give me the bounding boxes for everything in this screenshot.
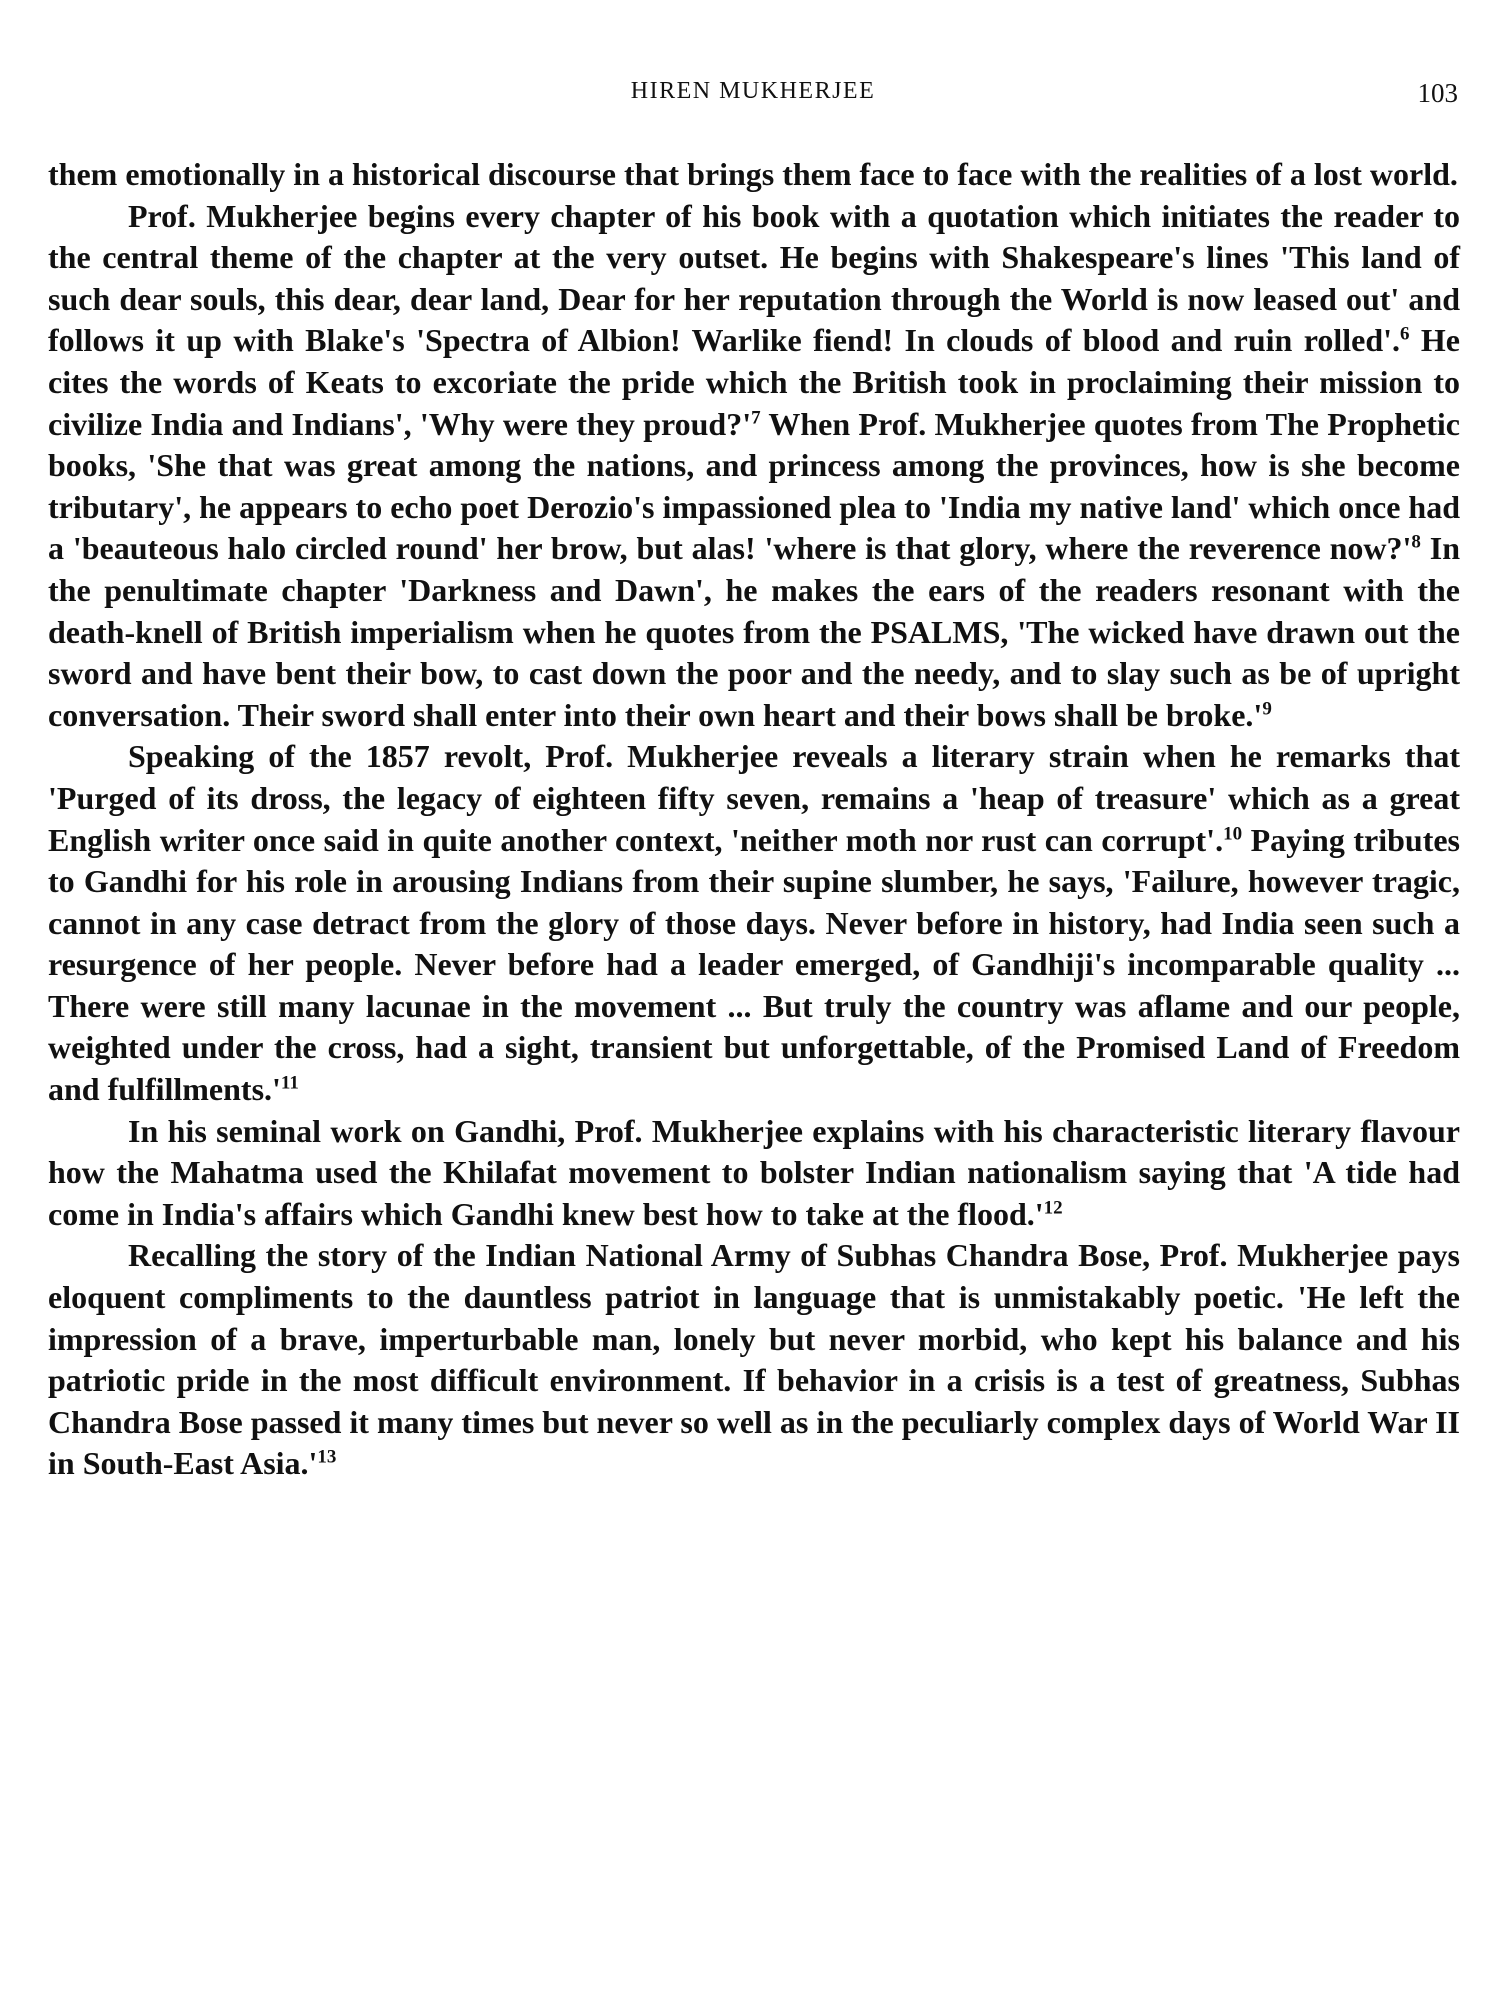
footnote-marker: 9 xyxy=(1262,698,1272,720)
footnote-marker: 6 xyxy=(1400,323,1410,345)
footnote-marker: 11 xyxy=(280,1072,299,1094)
text-run: Speaking of the 1857 revolt, Prof. Mukherjee reveals a literary strain when he remarks that 'Purged of its dross, the legacy of eighteen fifty seven, remains a 'heap of treasure' which as a great English writer once said in quite another context, 'neither moth nor rust can corrupt'. xyxy=(48,738,1460,858)
text-run: Recalling the story of the Indian National Army of Subhas Chandra Bose, Prof. Mukherjee pays eloquent compliments to the dauntless patriot in language that is unmistakably poetic. 'He left the impression of a brave, imperturbable man, lonely but never morbid, who kept his balance and his patriotic pride in the most difficult environment. If behavior in a crisis is a test of greatness, Subhas Chandra Bose passed it many times but never so well as in the peculiarly complex days of World War II in South-East Asia.' xyxy=(48,1237,1460,1482)
body-text xyxy=(48,154,1460,1485)
text-run: When Prof. Mukherjee quotes from The Prophetic books, 'She that was great among the nations, and princess among the provinces, how is she become tributary', he appears to echo poet Derozio's impassioned plea to 'India my native land' which once had a 'beauteous halo circled round' her brow, but alas! 'where is that glory, where the reverence now?' xyxy=(48,405,1461,567)
text-run: He cites the words of Keats to excoriate the pride which the British took in proclaiming their mission to civilize India and Indians', 'Why were they proud?' xyxy=(48,322,1461,442)
text-run: them emotionally in a historical discourse that brings them face to face with the realities of a lost world. xyxy=(48,156,1458,192)
text-run: In the penultimate chapter 'Darkness and Dawn', he makes the ears of the readers resonant with the death-knell of British imperialism when he quotes from the PSALMS, 'The wicked have drawn out the sword and have bent their bow, to cast down the poor and the needy, and to slay such as be of upright conversation. Their sword shall enter into their own heart and their bows shall be broke.' xyxy=(48,530,1460,733)
paragraph xyxy=(48,154,1460,196)
page-header xyxy=(48,78,1458,118)
text-run: In his seminal work on Gandhi, Prof. Mukherjee explains with his characteristic literary flavour how the Mahatma used the Khilafat movement to bolster Indian nationalism saying that 'A tide had come in India's affairs which Gandhi knew best how to take at the flood.' xyxy=(48,1112,1460,1232)
text-run: Paying tributes to Gandhi for his role in arousing Indians from their supine slumber, he says, 'Failure, however tragic, cannot in any case detract from the glory of those days. Never before in history, had India seen such a resurgence of her people. Never before had a leader emerged, of Gandhiji's incomparable quality ... There were still many lacunae in the movement ... But truly the country was aflame and our people, weighted under the cross, had a sight, transient but unforgettable, of the Promised Land of Freedom and fulfillments.' xyxy=(48,821,1461,1108)
paragraph xyxy=(48,1111,1460,1236)
footnote-marker: 10 xyxy=(1223,822,1243,844)
paragraph xyxy=(48,196,1460,737)
footnote-marker: 13 xyxy=(317,1446,337,1468)
paragraph xyxy=(48,1235,1460,1485)
text-run: Prof. Mukherjee begins every chapter of his book with a quotation which initiates the reader to the central theme of the chapter at the very outset. He begins with Shakespeare's lines 'This land of such dear souls, this dear, dear land, Dear for her reputation through the World is now leased out' and follows it up with Blake's 'Spectra of Albion! Warlike fiend! In clouds of blood and ruin rolled'. xyxy=(48,197,1460,359)
footnote-marker: 7 xyxy=(751,406,761,428)
footnote-marker: 8 xyxy=(1411,531,1421,553)
running-head: HIREN MUKHERJEE xyxy=(630,78,876,104)
page-number: 103 xyxy=(1417,78,1458,108)
paragraph xyxy=(48,736,1460,1110)
footnote-marker: 12 xyxy=(1043,1197,1063,1219)
